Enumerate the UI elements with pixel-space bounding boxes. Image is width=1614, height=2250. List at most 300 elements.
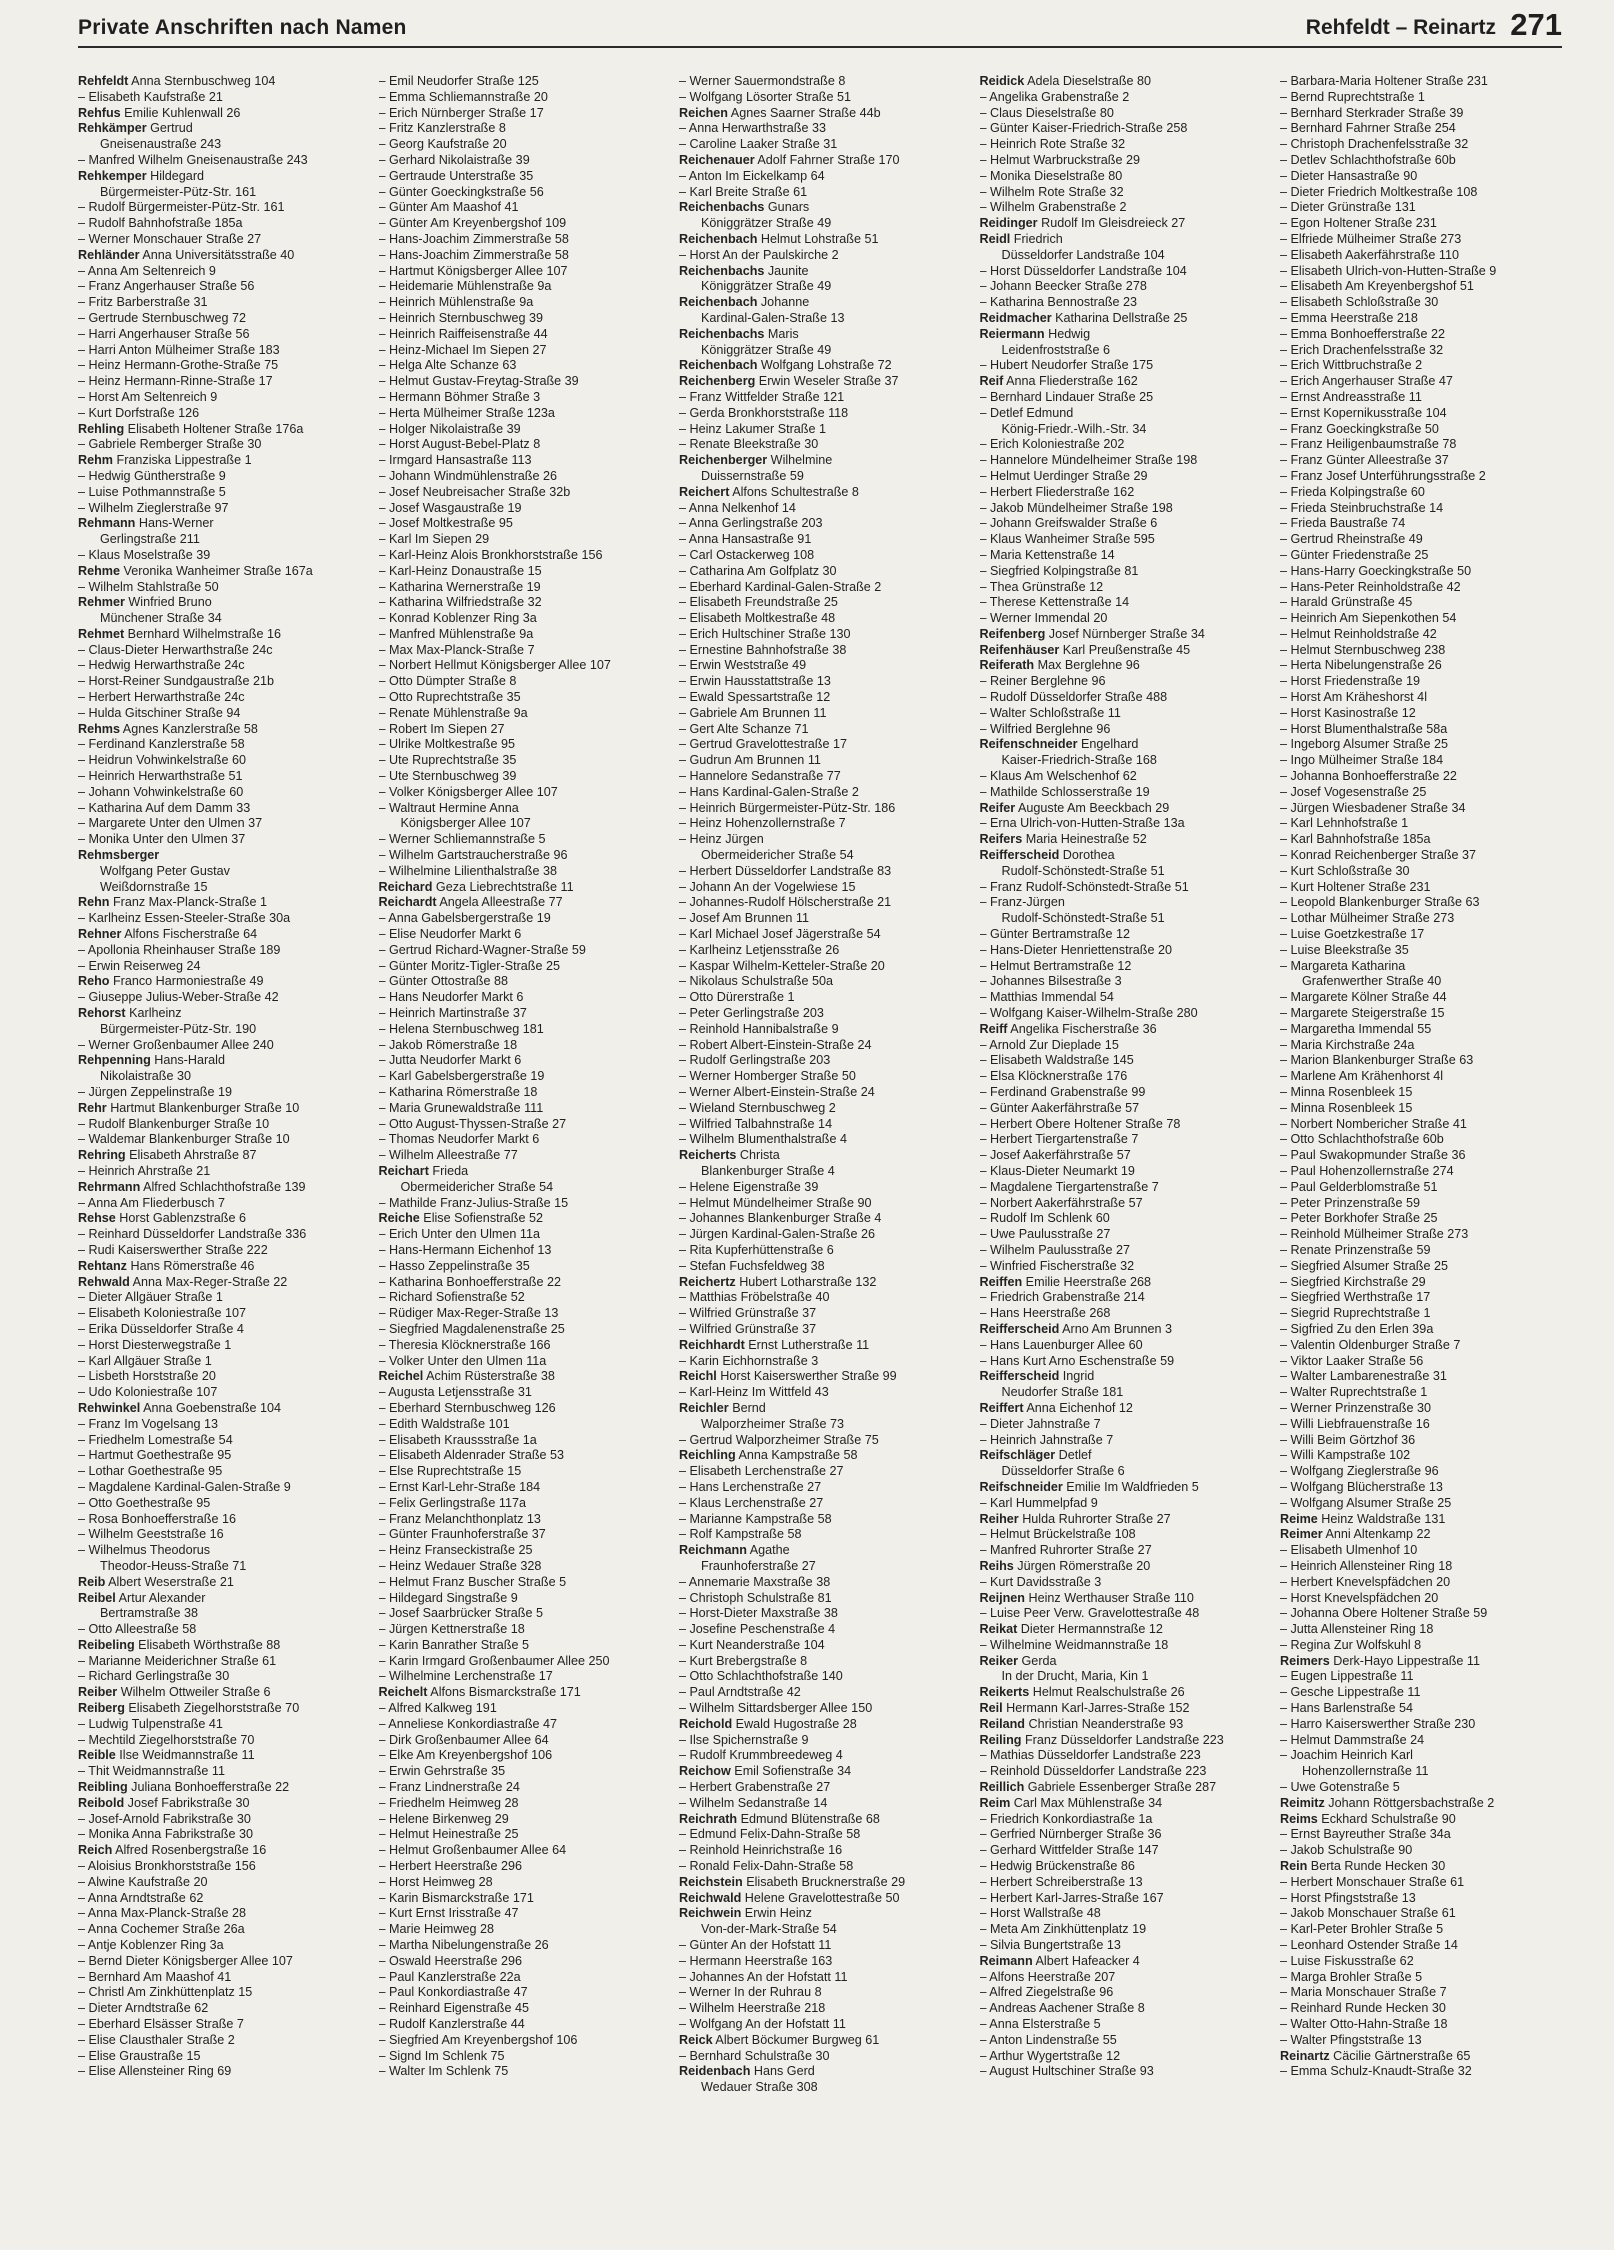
directory-entry	[980, 1275, 1262, 1291]
entry-text: – Else Ruprechtstraße 15	[378, 1464, 522, 1479]
entry-text: – Horst Am Kräheshorst 4l	[1280, 690, 1427, 705]
entry-text: – Margareta Katharina	[1280, 958, 1406, 973]
surname: Reichler	[679, 1400, 729, 1415]
surname: Reiche	[378, 1211, 420, 1226]
directory-entry	[980, 469, 1262, 485]
entry-text: – Helmut Brückelstraße 108	[979, 1527, 1136, 1542]
entry-text: – Eberhard Elsässer Straße 7	[78, 2017, 244, 2032]
entry-text: – Bernhard Sterkrader Straße 39	[1280, 105, 1464, 120]
directory-entry	[679, 1417, 961, 1433]
entry-text: – Marlene Am Krähenhorst 4l	[1280, 1069, 1444, 1084]
directory-entry	[679, 1132, 961, 1148]
entry-text: – Luise Pothmannstraße 5	[78, 484, 226, 499]
directory-entry	[1280, 1512, 1562, 1528]
directory-entry	[980, 1606, 1262, 1622]
surname: Reiher	[979, 1511, 1019, 1526]
directory-entry	[379, 1211, 661, 1227]
entry-text: Ernst Lutherstraße 11	[744, 1337, 870, 1352]
entry-text: – Wilhelm Grabenstraße 2	[979, 200, 1127, 215]
directory-entry	[679, 137, 961, 153]
directory-entry	[78, 1812, 360, 1828]
entry-text: Ingrid	[1059, 1369, 1095, 1384]
directory-entry	[379, 137, 661, 153]
surname: Reidmacher	[979, 310, 1052, 325]
entry-text: Königgrätzer Straße 49	[701, 342, 832, 357]
directory-entry	[78, 1922, 360, 1938]
directory-entry	[980, 832, 1262, 848]
entry-text: – Hans-Hermann Eichenhof 13	[378, 1242, 552, 1257]
directory-entry	[379, 1196, 661, 1212]
directory-entry	[379, 927, 661, 943]
entry-text: – Rudolf Bahnhofstraße 185a	[78, 216, 243, 231]
directory-entry	[980, 816, 1262, 832]
entry-text: – Fritz Barberstraße 31	[78, 295, 208, 310]
surname: Reichling	[679, 1448, 736, 1463]
surname: Reifschneider	[979, 1479, 1063, 1494]
directory-entry	[1280, 1448, 1562, 1464]
directory-entry	[1280, 121, 1562, 137]
directory-entry	[379, 1433, 661, 1449]
directory-entry	[379, 1543, 661, 1559]
directory-entry	[78, 1385, 360, 1401]
entry-text: – Egon Holtener Straße 231	[1280, 216, 1437, 231]
directory-entry	[78, 1717, 360, 1733]
entry-text: – Anton Lindenstraße 55	[979, 2032, 1117, 2047]
entry-text: Hubert Lotharstraße 132	[735, 1274, 877, 1289]
directory-entry	[679, 674, 961, 690]
entry-text: – Johanna Obere Holtener Straße 59	[1280, 1606, 1488, 1621]
entry-text: – Gerfried Nürnberger Straße 36	[979, 1827, 1162, 1842]
directory-entry	[379, 311, 661, 327]
directory-entry	[679, 264, 961, 280]
entry-text: – Horst Pfingststraße 13	[1280, 1890, 1416, 1905]
entry-text: – Helene Eigenstraße 39	[679, 1179, 819, 1194]
entry-text: – Monika Anna Fabrikstraße 30	[78, 1827, 254, 1842]
directory-entry	[980, 121, 1262, 137]
entry-text: – Gertrud Richard-Wagner-Straße 59	[378, 942, 586, 957]
directory-entry	[980, 74, 1262, 90]
entry-text: – Jakob Mündelheimer Straße 198	[979, 500, 1173, 515]
directory-entry	[679, 1480, 961, 1496]
entry-text: – Siegfried Werthstraße 17	[1280, 1290, 1431, 1305]
surname: Rehkämper	[78, 121, 147, 136]
entry-text: – Dieter Hansastraße 90	[1280, 168, 1418, 183]
surname: Reifferscheid	[979, 848, 1060, 863]
directory-entry	[980, 1148, 1262, 1164]
entry-text: Agnes Kanzlerstraße 58	[120, 721, 258, 736]
directory-entry	[78, 153, 360, 169]
directory-entry	[1280, 1085, 1562, 1101]
directory-entry	[379, 658, 661, 674]
entry-text: – Wilhelmus Theodorus	[78, 1543, 211, 1558]
directory-entry	[679, 1180, 961, 1196]
page-number: 271	[1510, 7, 1562, 42]
entry-text: Bürgermeister-Pütz-Str. 190	[100, 1021, 257, 1036]
entry-text: – Monika Unter den Ulmen 37	[78, 832, 246, 847]
entry-text: – Norbert Nombericher Straße 41	[1280, 1116, 1467, 1131]
entry-text: – Hans Kardinal-Galen-Straße 2	[679, 784, 859, 799]
entry-text: – Karl-Heinz Donaustraße 15	[378, 563, 542, 578]
entry-text: – Hubert Neudorfer Straße 175	[979, 358, 1154, 373]
entry-text: – Wieland Sternbuschweg 2	[679, 1100, 836, 1115]
directory-entry	[78, 1022, 360, 1038]
directory-entry	[1280, 674, 1562, 690]
entry-text: – Helmut Sternbuschweg 238	[1280, 642, 1446, 657]
directory-entry	[78, 200, 360, 216]
entry-text: – Dieter Allgäuer Straße 1	[78, 1290, 223, 1305]
surname: Reihs	[979, 1558, 1014, 1573]
entry-text: – Ingeborg Alsumer Straße 25	[1280, 737, 1449, 752]
directory-entry	[679, 1259, 961, 1275]
entry-text: – Frieda Kolpingstraße 60	[1280, 484, 1425, 499]
entry-text: – Günter Goeckingkstraße 56	[378, 184, 544, 199]
entry-text: – Wilhelm Gartstraucherstraße 96	[378, 848, 568, 863]
directory-entry	[980, 1354, 1262, 1370]
entry-text: – Horst Friedenstraße 19	[1280, 674, 1420, 689]
entry-text: Veronika Wanheimer Straße 167a	[120, 563, 313, 578]
directory-entry	[1280, 1827, 1562, 1843]
directory-entry	[980, 1685, 1262, 1701]
directory-entry	[78, 737, 360, 753]
entry-text: – Hans Barlenstraße 54	[1280, 1701, 1414, 1716]
directory-entry	[379, 548, 661, 564]
directory-entry	[1280, 264, 1562, 280]
directory-entry	[1280, 1180, 1562, 1196]
directory-entry	[379, 974, 661, 990]
entry-text: – Karlheinz Letjensstraße 26	[679, 942, 840, 957]
entry-text: – Emil Neudorfer Straße 125	[378, 74, 539, 88]
entry-text: Alfons Fischerstraße 64	[121, 927, 258, 942]
entry-text: – Reinhold Heinrichstraße 16	[679, 1843, 843, 1858]
surname: Reimann	[979, 1953, 1033, 1968]
directory-entry	[78, 1606, 360, 1622]
entry-text: – Wilfried Talbahnstraße 14	[679, 1116, 833, 1131]
directory-entry	[379, 1164, 661, 1180]
directory-entry	[980, 769, 1262, 785]
directory-entry	[379, 1764, 661, 1780]
directory-entry	[980, 1812, 1262, 1828]
entry-text: – Anton Im Eickelkamp 64	[679, 168, 825, 183]
entry-text: – Wilhelmine Weidmannstraße 18	[979, 1637, 1169, 1652]
entry-text: – Karl Lehnhofstraße 1	[1280, 816, 1409, 831]
directory-entry	[1280, 895, 1562, 911]
entry-text: – Maria Kirchstraße 24a	[1280, 1037, 1415, 1052]
entry-text: Engelhard	[1077, 737, 1139, 752]
entry-text: – Waldemar Blankenburger Straße 10	[78, 1132, 290, 1147]
directory-entry	[679, 1685, 961, 1701]
directory-entry	[379, 1306, 661, 1322]
directory-entry	[78, 643, 360, 659]
entry-text: – Luise Goetzkestraße 17	[1280, 927, 1425, 942]
directory-entry	[1280, 1701, 1562, 1717]
entry-text: – Helmut Dammstraße 24	[1280, 1732, 1425, 1747]
directory-entry	[980, 706, 1262, 722]
entry-text: – Heinz Hohenzollernstraße 7	[679, 816, 846, 831]
entry-text: – Karl-Peter Brohler Straße 5	[1280, 1922, 1444, 1937]
directory-entry	[1280, 627, 1562, 643]
directory-entry	[379, 1053, 661, 1069]
directory-entry	[980, 1464, 1262, 1480]
directory-entry	[679, 1733, 961, 1749]
entry-text: – Wolfgang Blücherstraße 13	[1280, 1479, 1443, 1494]
surname: Rehtanz	[78, 1258, 127, 1273]
entry-text: – Hedwig Brückenstraße 86	[979, 1859, 1135, 1874]
entry-text: – Horst Düsseldorfer Landstraße 104	[979, 263, 1187, 278]
entry-text: – Alfons Heerstraße 207	[979, 1969, 1116, 1984]
entry-text: – Elke Am Kreyenbergshof 106	[378, 1748, 553, 1763]
entry-text: Leidenfroststraße 6	[1001, 342, 1111, 357]
entry-text: – Ernst Karl-Lehr-Straße 184	[378, 1479, 541, 1494]
directory-entry	[679, 2080, 961, 2096]
directory-entry	[1280, 1780, 1562, 1796]
directory-entry	[679, 200, 961, 216]
directory-entry	[679, 1164, 961, 1180]
entry-text: – Johannes-Rudolf Hölscherstraße 21	[679, 895, 892, 910]
directory-entry	[980, 137, 1262, 153]
directory-entry	[379, 469, 661, 485]
surname: Reidick	[979, 74, 1025, 88]
directory-entry	[679, 1922, 961, 1938]
entry-text: Karl Preußenstraße 45	[1059, 642, 1191, 657]
entry-text: – Friedhelm Heimweg 28	[378, 1795, 519, 1810]
directory-entry	[1280, 1006, 1562, 1022]
entry-text: – Johannes An der Hofstatt 11	[679, 1969, 848, 1984]
entry-text: Anna Eichenhof 12	[1023, 1400, 1133, 1415]
entry-text: – Klaus Wanheimer Straße 595	[979, 532, 1155, 547]
surname: Reidenbach	[679, 2064, 751, 2079]
directory-entry	[679, 469, 961, 485]
entry-text: – Luise Peer Verw. Gravelottestraße 48	[979, 1606, 1200, 1621]
directory-entry	[78, 1401, 360, 1417]
entry-text: – Heinz Jürgen	[679, 832, 764, 847]
entry-text: – Erich Hultschiner Straße 130	[679, 626, 851, 641]
entry-text: Emilie Heerstraße 268	[1022, 1274, 1151, 1289]
directory-entry	[679, 1117, 961, 1133]
entry-text: – Gert Alte Schanze 71	[679, 721, 809, 736]
entry-text: – Franz Lindnerstraße 24	[378, 1780, 520, 1795]
directory-entry	[78, 264, 360, 280]
directory-entry	[78, 658, 360, 674]
entry-text: – Herbert Heerstraße 296	[378, 1859, 522, 1874]
entry-text: Ilse Weidmannstraße 11	[115, 1748, 255, 1763]
entry-text: – Maria Kettenstraße 14	[979, 547, 1115, 562]
entry-text: Bernd	[728, 1400, 766, 1415]
entry-text: Maris	[764, 326, 799, 341]
directory-entry	[980, 1227, 1262, 1243]
directory-entry	[679, 706, 961, 722]
entry-text: – Katharina Wernerstraße 19	[378, 579, 541, 594]
entry-text: Duissernstraße 59	[701, 468, 804, 483]
directory-entry	[679, 1906, 961, 1922]
directory-entry	[1280, 880, 1562, 896]
entry-text: – Emma Heerstraße 218	[1280, 310, 1418, 325]
directory-entry	[980, 959, 1262, 975]
entry-text: – Hans-Joachim Zimmerstraße 58	[378, 247, 569, 262]
directory-entry	[679, 1069, 961, 1085]
directory-entry	[379, 1654, 661, 1670]
surname: Reichrath	[679, 1811, 738, 1826]
directory-entry	[679, 1954, 961, 1970]
directory-entry	[980, 911, 1262, 927]
directory-entry	[78, 1338, 360, 1354]
entry-text: – Walter Ruprechtstraße 1	[1280, 1385, 1428, 1400]
entry-text: – Detlef Edmund	[979, 405, 1074, 420]
directory-entry	[980, 1433, 1262, 1449]
surname: Reicherts	[679, 1148, 737, 1163]
directory-entry	[379, 785, 661, 801]
directory-entry	[379, 1006, 661, 1022]
entry-text: – Eberhard Sternbuschweg 126	[378, 1400, 556, 1415]
directory-entry	[679, 895, 961, 911]
entry-text: – Herbert Karl-Jarres-Straße 167	[979, 1890, 1164, 1905]
directory-entry	[78, 627, 360, 643]
entry-text: – Peter Gerlingstraße 203	[679, 1006, 824, 1021]
surname: Reiermann	[979, 326, 1045, 341]
directory-entry	[78, 1891, 360, 1907]
entry-text: Rudolf Im Gleisdreieck 27	[1037, 216, 1186, 231]
entry-text: – Franz Günter Alleestraße 37	[1280, 453, 1449, 468]
directory-entry	[679, 1780, 961, 1796]
entry-text: – Elsa Klöcknerstraße 176	[979, 1069, 1128, 1084]
entry-text: Adela Dieselstraße 80	[1024, 74, 1152, 88]
surname: Rehring	[78, 1148, 126, 1163]
entry-text: – Otto Goethestraße 95	[78, 1495, 211, 1510]
surname: Reil	[979, 1701, 1003, 1716]
entry-text: – Horst Knevelspfädchen 20	[1280, 1590, 1439, 1605]
directory-entry	[980, 801, 1262, 817]
entry-text: – Ulrike Moltkestraße 95	[378, 737, 515, 752]
directory-entry	[78, 911, 360, 927]
directory-entry	[980, 1401, 1262, 1417]
directory-entry	[379, 595, 661, 611]
directory-entry	[980, 1891, 1262, 1907]
entry-text: – Norbert Aakerfährstraße 57	[979, 1195, 1143, 1210]
entry-text: Walporzheimer Straße 73	[701, 1416, 845, 1431]
entry-text: Wolfgang Lohstraße 72	[757, 358, 892, 373]
entry-text: – Kurt Neanderstraße 104	[679, 1637, 825, 1652]
entry-text: Jaunite	[764, 263, 809, 278]
directory-entry	[1280, 2049, 1562, 2065]
entry-text: – Karl Allgäuer Straße 1	[78, 1353, 212, 1368]
directory-entry	[679, 990, 961, 1006]
entry-text: – Herbert Grabenstraße 27	[679, 1780, 831, 1795]
entry-text: – Margarete Unter den Ulmen 37	[78, 816, 263, 831]
entry-text: – Franz Rudolf-Schönstedt-Straße 51	[979, 879, 1189, 894]
entry-text: – Karlheinz Essen-Steeler-Straße 30a	[78, 911, 291, 926]
directory-entry	[379, 1669, 661, 1685]
entry-text: – Rudolf Düsseldorfer Straße 488	[979, 690, 1168, 705]
directory-entry	[1280, 1354, 1562, 1370]
directory-entry	[980, 295, 1262, 311]
directory-entry	[78, 358, 360, 374]
surname: Reiber	[78, 1685, 118, 1700]
entry-text: – Erna Ulrich-von-Hutten-Straße 13a	[979, 816, 1185, 831]
entry-text: – Bernd Dieter Königsberger Allee 107	[78, 1953, 293, 1968]
directory-entry	[980, 374, 1262, 390]
directory-entry	[980, 406, 1262, 422]
entry-text: – Johannes Blankenburger Straße 4	[679, 1211, 882, 1226]
entry-text: Josef Nürnberger Straße 34	[1045, 626, 1205, 641]
directory-entry	[980, 2001, 1262, 2017]
entry-text: – Ernst Bayreuther Straße 34a	[1280, 1827, 1451, 1842]
directory-entry	[679, 422, 961, 438]
entry-text: – Erwin Gehrstraße 35	[378, 1764, 506, 1779]
directory-entry	[78, 801, 360, 817]
directory-entry	[379, 864, 661, 880]
directory-entry	[679, 548, 961, 564]
directory-entry	[78, 1448, 360, 1464]
entry-text: – Werner In der Ruhrau 8	[679, 1985, 822, 2000]
entry-text: – Elisabeth Waldstraße 145	[979, 1053, 1134, 1068]
directory-entry	[679, 1938, 961, 1954]
directory-entry	[1280, 374, 1562, 390]
entry-text: Alfred Rosenbergstraße 16	[112, 1843, 267, 1858]
entry-text: – Erich Unter den Ulmen 11a	[378, 1227, 540, 1242]
directory-entry	[1280, 785, 1562, 801]
surname: Reifschläger	[979, 1448, 1056, 1463]
entry-text: – Peter Borkhofer Straße 25	[1280, 1211, 1438, 1226]
directory-entry	[379, 990, 661, 1006]
entry-text: Helene Gravelottestraße 50	[741, 1890, 900, 1905]
directory-entry	[78, 453, 360, 469]
surname: Reibling	[78, 1780, 128, 1795]
entry-text: – Thit Weidmannstraße 11	[78, 1764, 225, 1779]
directory-entry	[78, 1132, 360, 1148]
directory-entry	[679, 1401, 961, 1417]
directory-entry	[980, 1038, 1262, 1054]
directory-entry	[379, 358, 661, 374]
directory-entry	[1280, 753, 1562, 769]
entry-text: – Walter Otto-Hahn-Straße 18	[1280, 2017, 1448, 2032]
entry-text: – Hans-Harry Goeckingkstraße 50	[1280, 563, 1472, 578]
entry-text: – Felix Gerlingstraße 117a	[378, 1495, 526, 1510]
entry-text: Anna Max-Reger-Straße 22	[129, 1274, 288, 1289]
surname: Reifferscheid	[979, 1321, 1060, 1336]
directory-entry	[78, 485, 360, 501]
directory-entry	[679, 785, 961, 801]
directory-entry	[679, 816, 961, 832]
entry-text: Detlef	[1055, 1448, 1092, 1463]
directory-entry	[379, 1227, 661, 1243]
entry-text: – Rudolf Kanzlerstraße 44	[378, 2017, 525, 2032]
directory-entry	[980, 880, 1262, 896]
directory-entry	[78, 564, 360, 580]
entry-text: – Ferdinand Grabenstraße 99	[979, 1085, 1146, 1099]
directory-entry	[980, 1938, 1262, 1954]
directory-entry	[980, 1527, 1262, 1543]
entry-text: – Erich Wittbruchstraße 2	[1280, 358, 1423, 373]
directory-entry	[379, 706, 661, 722]
entry-text: Anna Kampstraße 58	[735, 1448, 858, 1463]
directory-entry	[78, 1196, 360, 1212]
column-1	[78, 74, 360, 2134]
entry-text: – Maria Grunewaldstraße 111	[378, 1100, 544, 1115]
entry-text: Hartmut Blankenburger Straße 10	[106, 1100, 300, 1115]
surname: Reichl	[679, 1369, 717, 1384]
entry-text: – Willi Beim Görtzhof 36	[1280, 1432, 1416, 1447]
directory-entry	[679, 1638, 961, 1654]
entry-text: – Rolf Kampstraße 58	[679, 1527, 802, 1542]
surname: Reiff	[979, 1021, 1008, 1036]
directory-entry	[679, 1322, 961, 1338]
directory-entry	[379, 1638, 661, 1654]
directory-entry	[980, 658, 1262, 674]
entry-text: – Angelika Grabenstraße 2	[979, 89, 1130, 104]
directory-entry	[78, 580, 360, 596]
entry-text: Fraunhoferstraße 27	[701, 1558, 816, 1573]
entry-text: Berta Runde Hecken 30	[1307, 1859, 1446, 1874]
entry-text: Albert Hafeacker 4	[1032, 1953, 1140, 1968]
